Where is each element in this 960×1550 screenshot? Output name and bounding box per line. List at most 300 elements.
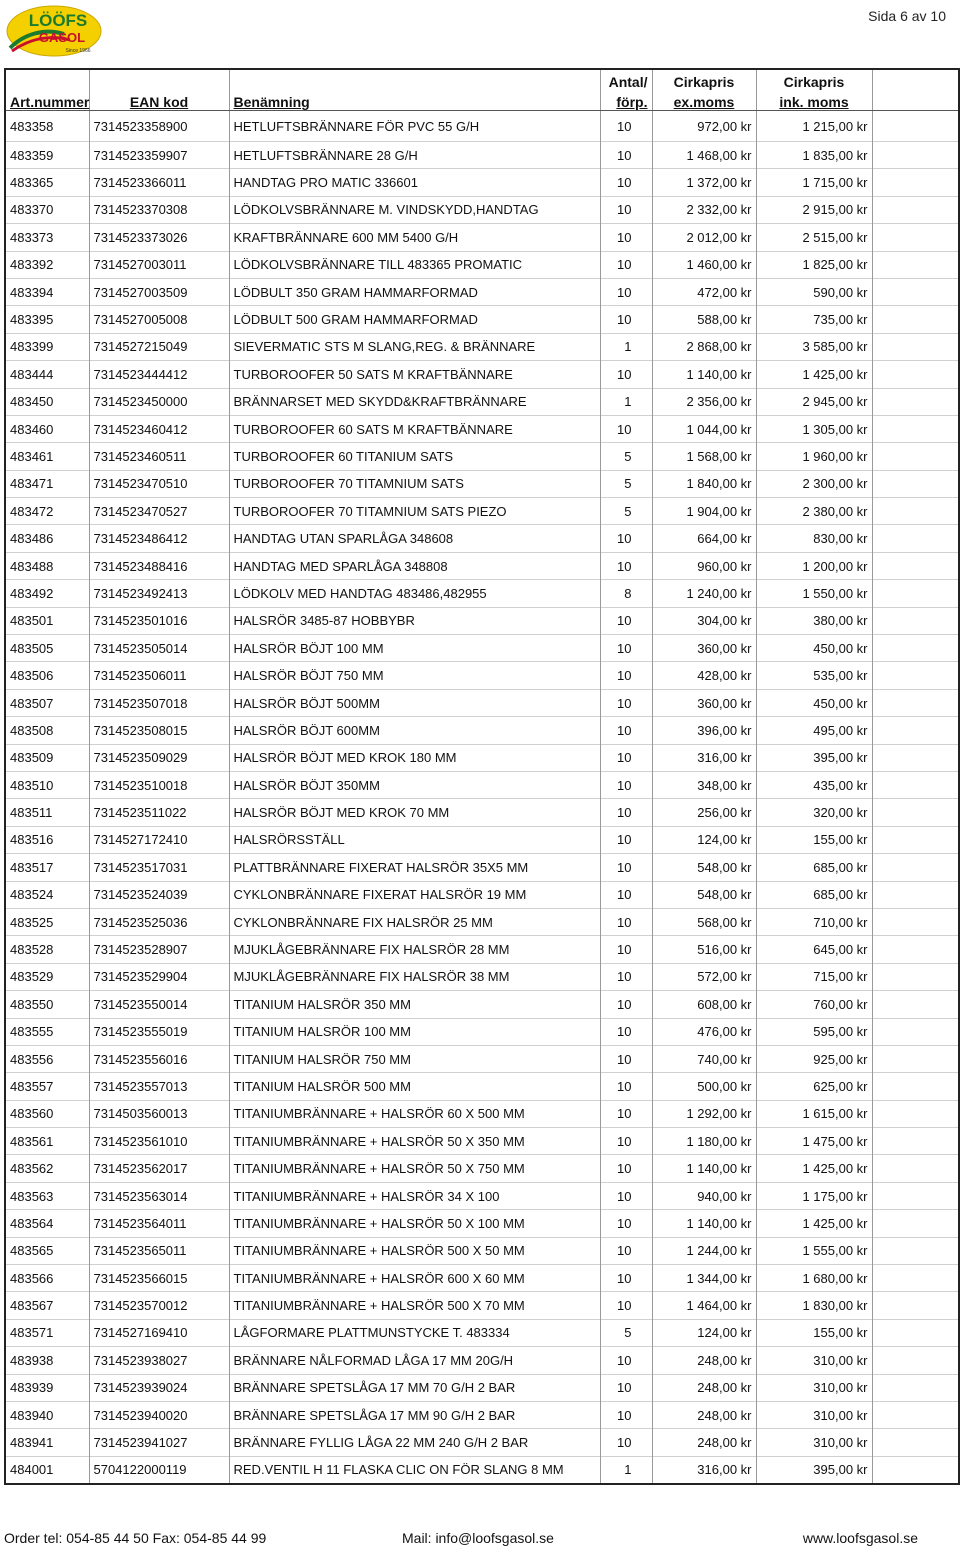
cell-price-ink-moms: 830,00 kr bbox=[756, 525, 872, 552]
cell-price-ex-moms: 256,00 kr bbox=[652, 799, 756, 826]
cell-ean-kod: 7314523557013 bbox=[89, 1073, 229, 1100]
cell-benamning: TITANIUM HALSRÖR 750 MM bbox=[229, 1045, 600, 1072]
cell-benamning: HALSRÖR 3485-87 HOBBYBR bbox=[229, 607, 600, 634]
col-header-spacer-2 bbox=[872, 90, 959, 111]
cell-benamning: LÖDKOLVSBRÄNNARE TILL 483365 PROMATIC bbox=[229, 251, 600, 278]
footer-website: www.loofsgasol.se bbox=[802, 1530, 918, 1546]
table-row bbox=[5, 881, 959, 908]
col-header-art-top bbox=[5, 69, 89, 90]
cell-ean-kod: 7314523486412 bbox=[89, 525, 229, 552]
cell-spacer bbox=[872, 1456, 959, 1484]
cell-benamning: HALSRÖR BÖJT 350MM bbox=[229, 771, 600, 798]
cell-price-ink-moms: 380,00 kr bbox=[756, 607, 872, 634]
cell-art-nummer: 483501 bbox=[5, 607, 89, 634]
cell-spacer bbox=[872, 854, 959, 881]
cell-price-ex-moms: 940,00 kr bbox=[652, 1182, 756, 1209]
cell-antal: 10 bbox=[600, 1237, 652, 1264]
cell-price-ink-moms: 1 425,00 kr bbox=[756, 1210, 872, 1237]
cell-spacer bbox=[872, 963, 959, 990]
cell-antal: 10 bbox=[600, 1073, 652, 1100]
cell-spacer bbox=[872, 142, 959, 169]
cell-benamning: HETLUFTSBRÄNNARE FÖR PVC 55 G/H bbox=[229, 111, 600, 142]
cell-spacer bbox=[872, 744, 959, 771]
table-row bbox=[5, 443, 959, 470]
table-row bbox=[5, 635, 959, 662]
table-row bbox=[5, 744, 959, 771]
cell-antal: 10 bbox=[600, 991, 652, 1018]
col-header-price-ex-top: Cirkapris bbox=[652, 69, 756, 90]
cell-benamning: HANDTAG MED SPARLÅGA 348808 bbox=[229, 552, 600, 579]
cell-spacer bbox=[872, 552, 959, 579]
cell-ean-kod: 7314523359907 bbox=[89, 142, 229, 169]
cell-price-ex-moms: 1 240,00 kr bbox=[652, 580, 756, 607]
footer-phone-fax: Order tel: 054-85 44 50 Fax: 054-85 44 99 bbox=[4, 1530, 267, 1546]
cell-price-ink-moms: 495,00 kr bbox=[756, 717, 872, 744]
cell-ean-kod: 7314523550014 bbox=[89, 991, 229, 1018]
cell-price-ink-moms: 155,00 kr bbox=[756, 826, 872, 853]
cell-benamning: HALSRÖR BÖJT 100 MM bbox=[229, 635, 600, 662]
table-row bbox=[5, 936, 959, 963]
cell-benamning: HALSRÖR BÖJT MED KROK 70 MM bbox=[229, 799, 600, 826]
cell-spacer bbox=[872, 525, 959, 552]
cell-benamning: CYKLONBRÄNNARE FIX HALSRÖR 25 MM bbox=[229, 908, 600, 935]
cell-benamning: TURBOROOFER 70 TITAMNIUM SATS PIEZO bbox=[229, 498, 600, 525]
cell-art-nummer: 483506 bbox=[5, 662, 89, 689]
cell-art-nummer: 483373 bbox=[5, 224, 89, 251]
cell-antal: 10 bbox=[600, 1429, 652, 1456]
table-row bbox=[5, 1374, 959, 1401]
cell-benamning: TURBOROOFER 70 TITAMNIUM SATS bbox=[229, 470, 600, 497]
cell-price-ex-moms: 1 840,00 kr bbox=[652, 470, 756, 497]
cell-price-ink-moms: 2 515,00 kr bbox=[756, 224, 872, 251]
cell-price-ink-moms: 435,00 kr bbox=[756, 771, 872, 798]
cell-price-ex-moms: 1 460,00 kr bbox=[652, 251, 756, 278]
col-header-ean: EAN kod bbox=[89, 90, 229, 111]
cell-price-ex-moms: 740,00 kr bbox=[652, 1045, 756, 1072]
company-logo bbox=[4, 4, 102, 58]
cell-price-ink-moms: 1 835,00 kr bbox=[756, 142, 872, 169]
table-row bbox=[5, 963, 959, 990]
cell-ean-kod: 7314527003011 bbox=[89, 251, 229, 278]
cell-price-ex-moms: 1 044,00 kr bbox=[652, 415, 756, 442]
cell-price-ex-moms: 1 140,00 kr bbox=[652, 361, 756, 388]
cell-benamning: TITANIUMBRÄNNARE + HALSRÖR 60 X 500 MM bbox=[229, 1100, 600, 1127]
cell-antal: 10 bbox=[600, 936, 652, 963]
cell-ean-kod: 7314523529904 bbox=[89, 963, 229, 990]
cell-benamning: TITANIUMBRÄNNARE + HALSRÖR 500 X 70 MM bbox=[229, 1292, 600, 1319]
cell-antal: 10 bbox=[600, 142, 652, 169]
table-row bbox=[5, 1100, 959, 1127]
cell-ean-kod: 7314503560013 bbox=[89, 1100, 229, 1127]
cell-spacer bbox=[872, 771, 959, 798]
cell-art-nummer: 483525 bbox=[5, 908, 89, 935]
cell-art-nummer: 483516 bbox=[5, 826, 89, 853]
cell-spacer bbox=[872, 936, 959, 963]
cell-price-ink-moms: 320,00 kr bbox=[756, 799, 872, 826]
cell-benamning: HETLUFTSBRÄNNARE 28 G/H bbox=[229, 142, 600, 169]
cell-ean-kod: 7314523525036 bbox=[89, 908, 229, 935]
cell-ean-kod: 7314523370308 bbox=[89, 196, 229, 223]
cell-benamning: BRÄNNARE SPETSLÅGA 17 MM 70 G/H 2 BAR bbox=[229, 1374, 600, 1401]
cell-benamning: TURBOROOFER 50 SATS M KRAFTBÄNNARE bbox=[229, 361, 600, 388]
cell-price-ink-moms: 625,00 kr bbox=[756, 1073, 872, 1100]
cell-spacer bbox=[872, 908, 959, 935]
cell-price-ex-moms: 1 904,00 kr bbox=[652, 498, 756, 525]
table-row bbox=[5, 1401, 959, 1428]
cell-price-ex-moms: 500,00 kr bbox=[652, 1073, 756, 1100]
table-row bbox=[5, 1128, 959, 1155]
cell-antal: 5 bbox=[600, 470, 652, 497]
cell-art-nummer: 483510 bbox=[5, 771, 89, 798]
cell-price-ex-moms: 124,00 kr bbox=[652, 1319, 756, 1346]
cell-benamning: BRÄNNARE NÅLFORMAD LÅGA 17 MM 20G/H bbox=[229, 1347, 600, 1374]
cell-price-ink-moms: 715,00 kr bbox=[756, 963, 872, 990]
cell-ean-kod: 7314527169410 bbox=[89, 1319, 229, 1346]
table-row bbox=[5, 111, 959, 142]
cell-ean-kod: 5704122000119 bbox=[89, 1456, 229, 1484]
cell-price-ex-moms: 248,00 kr bbox=[652, 1374, 756, 1401]
cell-antal: 1 bbox=[600, 388, 652, 415]
cell-antal: 10 bbox=[600, 662, 652, 689]
cell-spacer bbox=[872, 388, 959, 415]
cell-spacer bbox=[872, 415, 959, 442]
table-row bbox=[5, 1292, 959, 1319]
cell-ean-kod: 7314523939024 bbox=[89, 1374, 229, 1401]
cell-benamning: LÖDKOLVSBRÄNNARE M. VINDSKYDD,HANDTAG bbox=[229, 196, 600, 223]
cell-art-nummer: 483505 bbox=[5, 635, 89, 662]
cell-antal: 10 bbox=[600, 1265, 652, 1292]
table-row bbox=[5, 580, 959, 607]
cell-price-ink-moms: 1 175,00 kr bbox=[756, 1182, 872, 1209]
table-row bbox=[5, 498, 959, 525]
cell-art-nummer: 483359 bbox=[5, 142, 89, 169]
cell-art-nummer: 483566 bbox=[5, 1265, 89, 1292]
cell-price-ex-moms: 548,00 kr bbox=[652, 881, 756, 908]
cell-price-ink-moms: 155,00 kr bbox=[756, 1319, 872, 1346]
header-row-top bbox=[5, 69, 959, 90]
col-header-name-top bbox=[229, 69, 600, 90]
cell-benamning: HALSRÖR BÖJT 750 MM bbox=[229, 662, 600, 689]
cell-spacer bbox=[872, 1292, 959, 1319]
table-row bbox=[5, 1018, 959, 1045]
cell-ean-kod: 7314523556016 bbox=[89, 1045, 229, 1072]
cell-price-ex-moms: 1 140,00 kr bbox=[652, 1155, 756, 1182]
cell-benamning: TURBOROOFER 60 SATS M KRAFTBÄNNARE bbox=[229, 415, 600, 442]
cell-spacer bbox=[872, 607, 959, 634]
cell-benamning: KRAFTBRÄNNARE 600 MM 5400 G/H bbox=[229, 224, 600, 251]
cell-price-ink-moms: 450,00 kr bbox=[756, 635, 872, 662]
footer-email: Mail: info@loofsgasol.se bbox=[402, 1530, 554, 1546]
cell-spacer bbox=[872, 1155, 959, 1182]
cell-antal: 10 bbox=[600, 635, 652, 662]
cell-ean-kod: 7314523492413 bbox=[89, 580, 229, 607]
table-row bbox=[5, 1347, 959, 1374]
cell-price-ink-moms: 1 680,00 kr bbox=[756, 1265, 872, 1292]
col-header-price-inc-top: Cirkapris bbox=[756, 69, 872, 90]
cell-price-ex-moms: 428,00 kr bbox=[652, 662, 756, 689]
cell-spacer bbox=[872, 196, 959, 223]
header-row bbox=[5, 90, 959, 111]
cell-price-ex-moms: 1 568,00 kr bbox=[652, 443, 756, 470]
cell-antal: 10 bbox=[600, 111, 652, 142]
cell-art-nummer: 483941 bbox=[5, 1429, 89, 1456]
cell-benamning: TITANIUMBRÄNNARE + HALSRÖR 500 X 50 MM bbox=[229, 1237, 600, 1264]
table-row bbox=[5, 1429, 959, 1456]
cell-ean-kod: 7314523444412 bbox=[89, 361, 229, 388]
cell-ean-kod: 7314523470527 bbox=[89, 498, 229, 525]
cell-benamning: SIEVERMATIC STS M SLANG,REG. & BRÄNNARE bbox=[229, 333, 600, 360]
cell-ean-kod: 7314523563014 bbox=[89, 1182, 229, 1209]
cell-ean-kod: 7314523488416 bbox=[89, 552, 229, 579]
cell-spacer bbox=[872, 470, 959, 497]
cell-spacer bbox=[872, 662, 959, 689]
cell-ean-kod: 7314523938027 bbox=[89, 1347, 229, 1374]
cell-art-nummer: 483508 bbox=[5, 717, 89, 744]
cell-spacer bbox=[872, 1347, 959, 1374]
cell-antal: 5 bbox=[600, 443, 652, 470]
cell-antal: 10 bbox=[600, 717, 652, 744]
cell-benamning: TITANIUM HALSRÖR 350 MM bbox=[229, 991, 600, 1018]
table-row bbox=[5, 388, 959, 415]
cell-price-ex-moms: 608,00 kr bbox=[652, 991, 756, 1018]
cell-benamning: MJUKLÅGEBRÄNNARE FIX HALSRÖR 38 MM bbox=[229, 963, 600, 990]
cell-art-nummer: 483492 bbox=[5, 580, 89, 607]
cell-antal: 10 bbox=[600, 306, 652, 333]
cell-antal: 10 bbox=[600, 1401, 652, 1428]
table-row bbox=[5, 908, 959, 935]
cell-ean-kod: 7314523561010 bbox=[89, 1128, 229, 1155]
cell-antal: 10 bbox=[600, 1210, 652, 1237]
cell-benamning: HALSRÖRSSTÄLL bbox=[229, 826, 600, 853]
cell-price-ink-moms: 2 945,00 kr bbox=[756, 388, 872, 415]
cell-price-ink-moms: 735,00 kr bbox=[756, 306, 872, 333]
cell-spacer bbox=[872, 333, 959, 360]
svg-text:GASOL: GASOL bbox=[38, 30, 86, 45]
table-row bbox=[5, 1456, 959, 1484]
cell-benamning: HALSRÖR BÖJT MED KROK 180 MM bbox=[229, 744, 600, 771]
cell-art-nummer: 483560 bbox=[5, 1100, 89, 1127]
table-row bbox=[5, 552, 959, 579]
price-list-table bbox=[4, 68, 960, 1485]
cell-price-ex-moms: 348,00 kr bbox=[652, 771, 756, 798]
cell-ean-kod: 7314523506011 bbox=[89, 662, 229, 689]
cell-price-ink-moms: 1 475,00 kr bbox=[756, 1128, 872, 1155]
cell-art-nummer: 483370 bbox=[5, 196, 89, 223]
table-row bbox=[5, 1073, 959, 1100]
cell-spacer bbox=[872, 251, 959, 278]
cell-art-nummer: 483571 bbox=[5, 1319, 89, 1346]
cell-art-nummer: 483460 bbox=[5, 415, 89, 442]
table-row bbox=[5, 1182, 959, 1209]
col-header-price-ex-moms: ex.moms bbox=[652, 90, 756, 111]
cell-art-nummer: 483488 bbox=[5, 552, 89, 579]
cell-price-ex-moms: 2 356,00 kr bbox=[652, 388, 756, 415]
cell-benamning: TURBOROOFER 60 TITANIUM SATS bbox=[229, 443, 600, 470]
table-row bbox=[5, 717, 959, 744]
table-body bbox=[5, 111, 959, 1485]
table-row bbox=[5, 361, 959, 388]
cell-ean-kod: 7314523940020 bbox=[89, 1401, 229, 1428]
cell-price-ex-moms: 124,00 kr bbox=[652, 826, 756, 853]
cell-price-ink-moms: 310,00 kr bbox=[756, 1401, 872, 1428]
cell-antal: 10 bbox=[600, 1182, 652, 1209]
cell-price-ink-moms: 535,00 kr bbox=[756, 662, 872, 689]
cell-ean-kod: 7314523941027 bbox=[89, 1429, 229, 1456]
cell-art-nummer: 483365 bbox=[5, 169, 89, 196]
cell-spacer bbox=[872, 881, 959, 908]
cell-art-nummer: 483507 bbox=[5, 689, 89, 716]
cell-price-ex-moms: 1 140,00 kr bbox=[652, 1210, 756, 1237]
cell-price-ink-moms: 710,00 kr bbox=[756, 908, 872, 935]
cell-antal: 10 bbox=[600, 799, 652, 826]
table-row bbox=[5, 415, 959, 442]
cell-art-nummer: 483461 bbox=[5, 443, 89, 470]
cell-antal: 10 bbox=[600, 1100, 652, 1127]
cell-ean-kod: 7314523570012 bbox=[89, 1292, 229, 1319]
cell-benamning: TITANIUMBRÄNNARE + HALSRÖR 600 X 60 MM bbox=[229, 1265, 600, 1292]
cell-price-ex-moms: 1 244,00 kr bbox=[652, 1237, 756, 1264]
cell-price-ex-moms: 2 868,00 kr bbox=[652, 333, 756, 360]
cell-price-ex-moms: 516,00 kr bbox=[652, 936, 756, 963]
cell-antal: 10 bbox=[600, 689, 652, 716]
table-row bbox=[5, 1155, 959, 1182]
cell-art-nummer: 483565 bbox=[5, 1237, 89, 1264]
cell-art-nummer: 483938 bbox=[5, 1347, 89, 1374]
table-row bbox=[5, 771, 959, 798]
cell-art-nummer: 483450 bbox=[5, 388, 89, 415]
cell-antal: 10 bbox=[600, 1128, 652, 1155]
cell-benamning: HANDTAG UTAN SPARLÅGA 348608 bbox=[229, 525, 600, 552]
cell-price-ex-moms: 1 468,00 kr bbox=[652, 142, 756, 169]
cell-spacer bbox=[872, 991, 959, 1018]
cell-benamning: LÅGFORMARE PLATTMUNSTYCKE T. 483334 bbox=[229, 1319, 600, 1346]
cell-antal: 10 bbox=[600, 963, 652, 990]
cell-spacer bbox=[872, 1374, 959, 1401]
cell-price-ink-moms: 645,00 kr bbox=[756, 936, 872, 963]
cell-ean-kod: 7314527005008 bbox=[89, 306, 229, 333]
cell-price-ink-moms: 595,00 kr bbox=[756, 1018, 872, 1045]
cell-art-nummer: 483940 bbox=[5, 1401, 89, 1428]
cell-art-nummer: 483556 bbox=[5, 1045, 89, 1072]
cell-benamning: LÖDBULT 500 GRAM HAMMARFORMAD bbox=[229, 306, 600, 333]
cell-benamning: MJUKLÅGEBRÄNNARE FIX HALSRÖR 28 MM bbox=[229, 936, 600, 963]
cell-price-ink-moms: 310,00 kr bbox=[756, 1374, 872, 1401]
cell-price-ink-moms: 1 200,00 kr bbox=[756, 552, 872, 579]
cell-benamning: CYKLONBRÄNNARE FIXERAT HALSRÖR 19 MM bbox=[229, 881, 600, 908]
cell-art-nummer: 483567 bbox=[5, 1292, 89, 1319]
cell-price-ex-moms: 568,00 kr bbox=[652, 908, 756, 935]
cell-art-nummer: 483555 bbox=[5, 1018, 89, 1045]
cell-price-ex-moms: 548,00 kr bbox=[652, 854, 756, 881]
cell-price-ink-moms: 1 615,00 kr bbox=[756, 1100, 872, 1127]
table-row bbox=[5, 689, 959, 716]
cell-benamning: RED.VENTIL H 11 FLASKA CLIC ON FÖR SLANG 8 MM bbox=[229, 1456, 600, 1484]
cell-art-nummer: 483517 bbox=[5, 854, 89, 881]
cell-spacer bbox=[872, 1401, 959, 1428]
cell-antal: 10 bbox=[600, 744, 652, 771]
cell-benamning: TITANIUM HALSRÖR 100 MM bbox=[229, 1018, 600, 1045]
col-header-antal: förp. bbox=[600, 90, 652, 111]
cell-antal: 8 bbox=[600, 580, 652, 607]
cell-benamning: HALSRÖR BÖJT 600MM bbox=[229, 717, 600, 744]
cell-art-nummer: 483486 bbox=[5, 525, 89, 552]
table-row bbox=[5, 607, 959, 634]
cell-price-ex-moms: 1 464,00 kr bbox=[652, 1292, 756, 1319]
col-header-benamning: Benämning bbox=[229, 90, 600, 111]
cell-price-ink-moms: 2 915,00 kr bbox=[756, 196, 872, 223]
cell-antal: 1 bbox=[600, 333, 652, 360]
cell-price-ink-moms: 395,00 kr bbox=[756, 1456, 872, 1484]
table-row bbox=[5, 196, 959, 223]
cell-price-ex-moms: 664,00 kr bbox=[652, 525, 756, 552]
cell-ean-kod: 7314523566015 bbox=[89, 1265, 229, 1292]
cell-ean-kod: 7314523517031 bbox=[89, 854, 229, 881]
table-row bbox=[5, 525, 959, 552]
cell-price-ink-moms: 685,00 kr bbox=[756, 881, 872, 908]
cell-price-ex-moms: 2 332,00 kr bbox=[652, 196, 756, 223]
table-row bbox=[5, 991, 959, 1018]
cell-art-nummer: 484001 bbox=[5, 1456, 89, 1484]
cell-ean-kod: 7314523366011 bbox=[89, 169, 229, 196]
cell-ean-kod: 7314527003509 bbox=[89, 278, 229, 305]
cell-antal: 10 bbox=[600, 1374, 652, 1401]
cell-art-nummer: 483562 bbox=[5, 1155, 89, 1182]
cell-price-ex-moms: 248,00 kr bbox=[652, 1401, 756, 1428]
cell-art-nummer: 483564 bbox=[5, 1210, 89, 1237]
cell-spacer bbox=[872, 1319, 959, 1346]
cell-benamning: TITANIUMBRÄNNARE + HALSRÖR 34 X 100 bbox=[229, 1182, 600, 1209]
cell-art-nummer: 483561 bbox=[5, 1128, 89, 1155]
col-header-art-nummer: Art.nummer bbox=[5, 90, 89, 111]
logo-graphic bbox=[4, 4, 102, 58]
cell-antal: 10 bbox=[600, 881, 652, 908]
cell-price-ex-moms: 304,00 kr bbox=[652, 607, 756, 634]
cell-antal: 10 bbox=[600, 1347, 652, 1374]
cell-price-ink-moms: 3 585,00 kr bbox=[756, 333, 872, 360]
cell-spacer bbox=[872, 580, 959, 607]
cell-antal: 10 bbox=[600, 1045, 652, 1072]
cell-antal: 10 bbox=[600, 854, 652, 881]
cell-spacer bbox=[872, 278, 959, 305]
cell-art-nummer: 483399 bbox=[5, 333, 89, 360]
cell-spacer bbox=[872, 1128, 959, 1155]
cell-price-ex-moms: 396,00 kr bbox=[652, 717, 756, 744]
cell-antal: 10 bbox=[600, 169, 652, 196]
cell-spacer bbox=[872, 1182, 959, 1209]
cell-benamning: BRÄNNARSET MED SKYDD&KRAFTBRÄNNARE bbox=[229, 388, 600, 415]
cell-price-ex-moms: 316,00 kr bbox=[652, 1456, 756, 1484]
cell-ean-kod: 7314523562017 bbox=[89, 1155, 229, 1182]
cell-antal: 10 bbox=[600, 278, 652, 305]
cell-ean-kod: 7314523510018 bbox=[89, 771, 229, 798]
cell-art-nummer: 483524 bbox=[5, 881, 89, 908]
table-row bbox=[5, 1045, 959, 1072]
cell-art-nummer: 483563 bbox=[5, 1182, 89, 1209]
cell-ean-kod: 7314523528907 bbox=[89, 936, 229, 963]
cell-price-ex-moms: 360,00 kr bbox=[652, 635, 756, 662]
cell-antal: 10 bbox=[600, 1155, 652, 1182]
footer bbox=[4, 1530, 958, 1550]
table-row bbox=[5, 826, 959, 853]
cell-price-ex-moms: 472,00 kr bbox=[652, 278, 756, 305]
cell-ean-kod: 7314523470510 bbox=[89, 470, 229, 497]
cell-antal: 10 bbox=[600, 552, 652, 579]
table-row bbox=[5, 1210, 959, 1237]
cell-price-ink-moms: 1 425,00 kr bbox=[756, 361, 872, 388]
cell-price-ink-moms: 1 825,00 kr bbox=[756, 251, 872, 278]
table-row bbox=[5, 306, 959, 333]
table-row bbox=[5, 1319, 959, 1346]
